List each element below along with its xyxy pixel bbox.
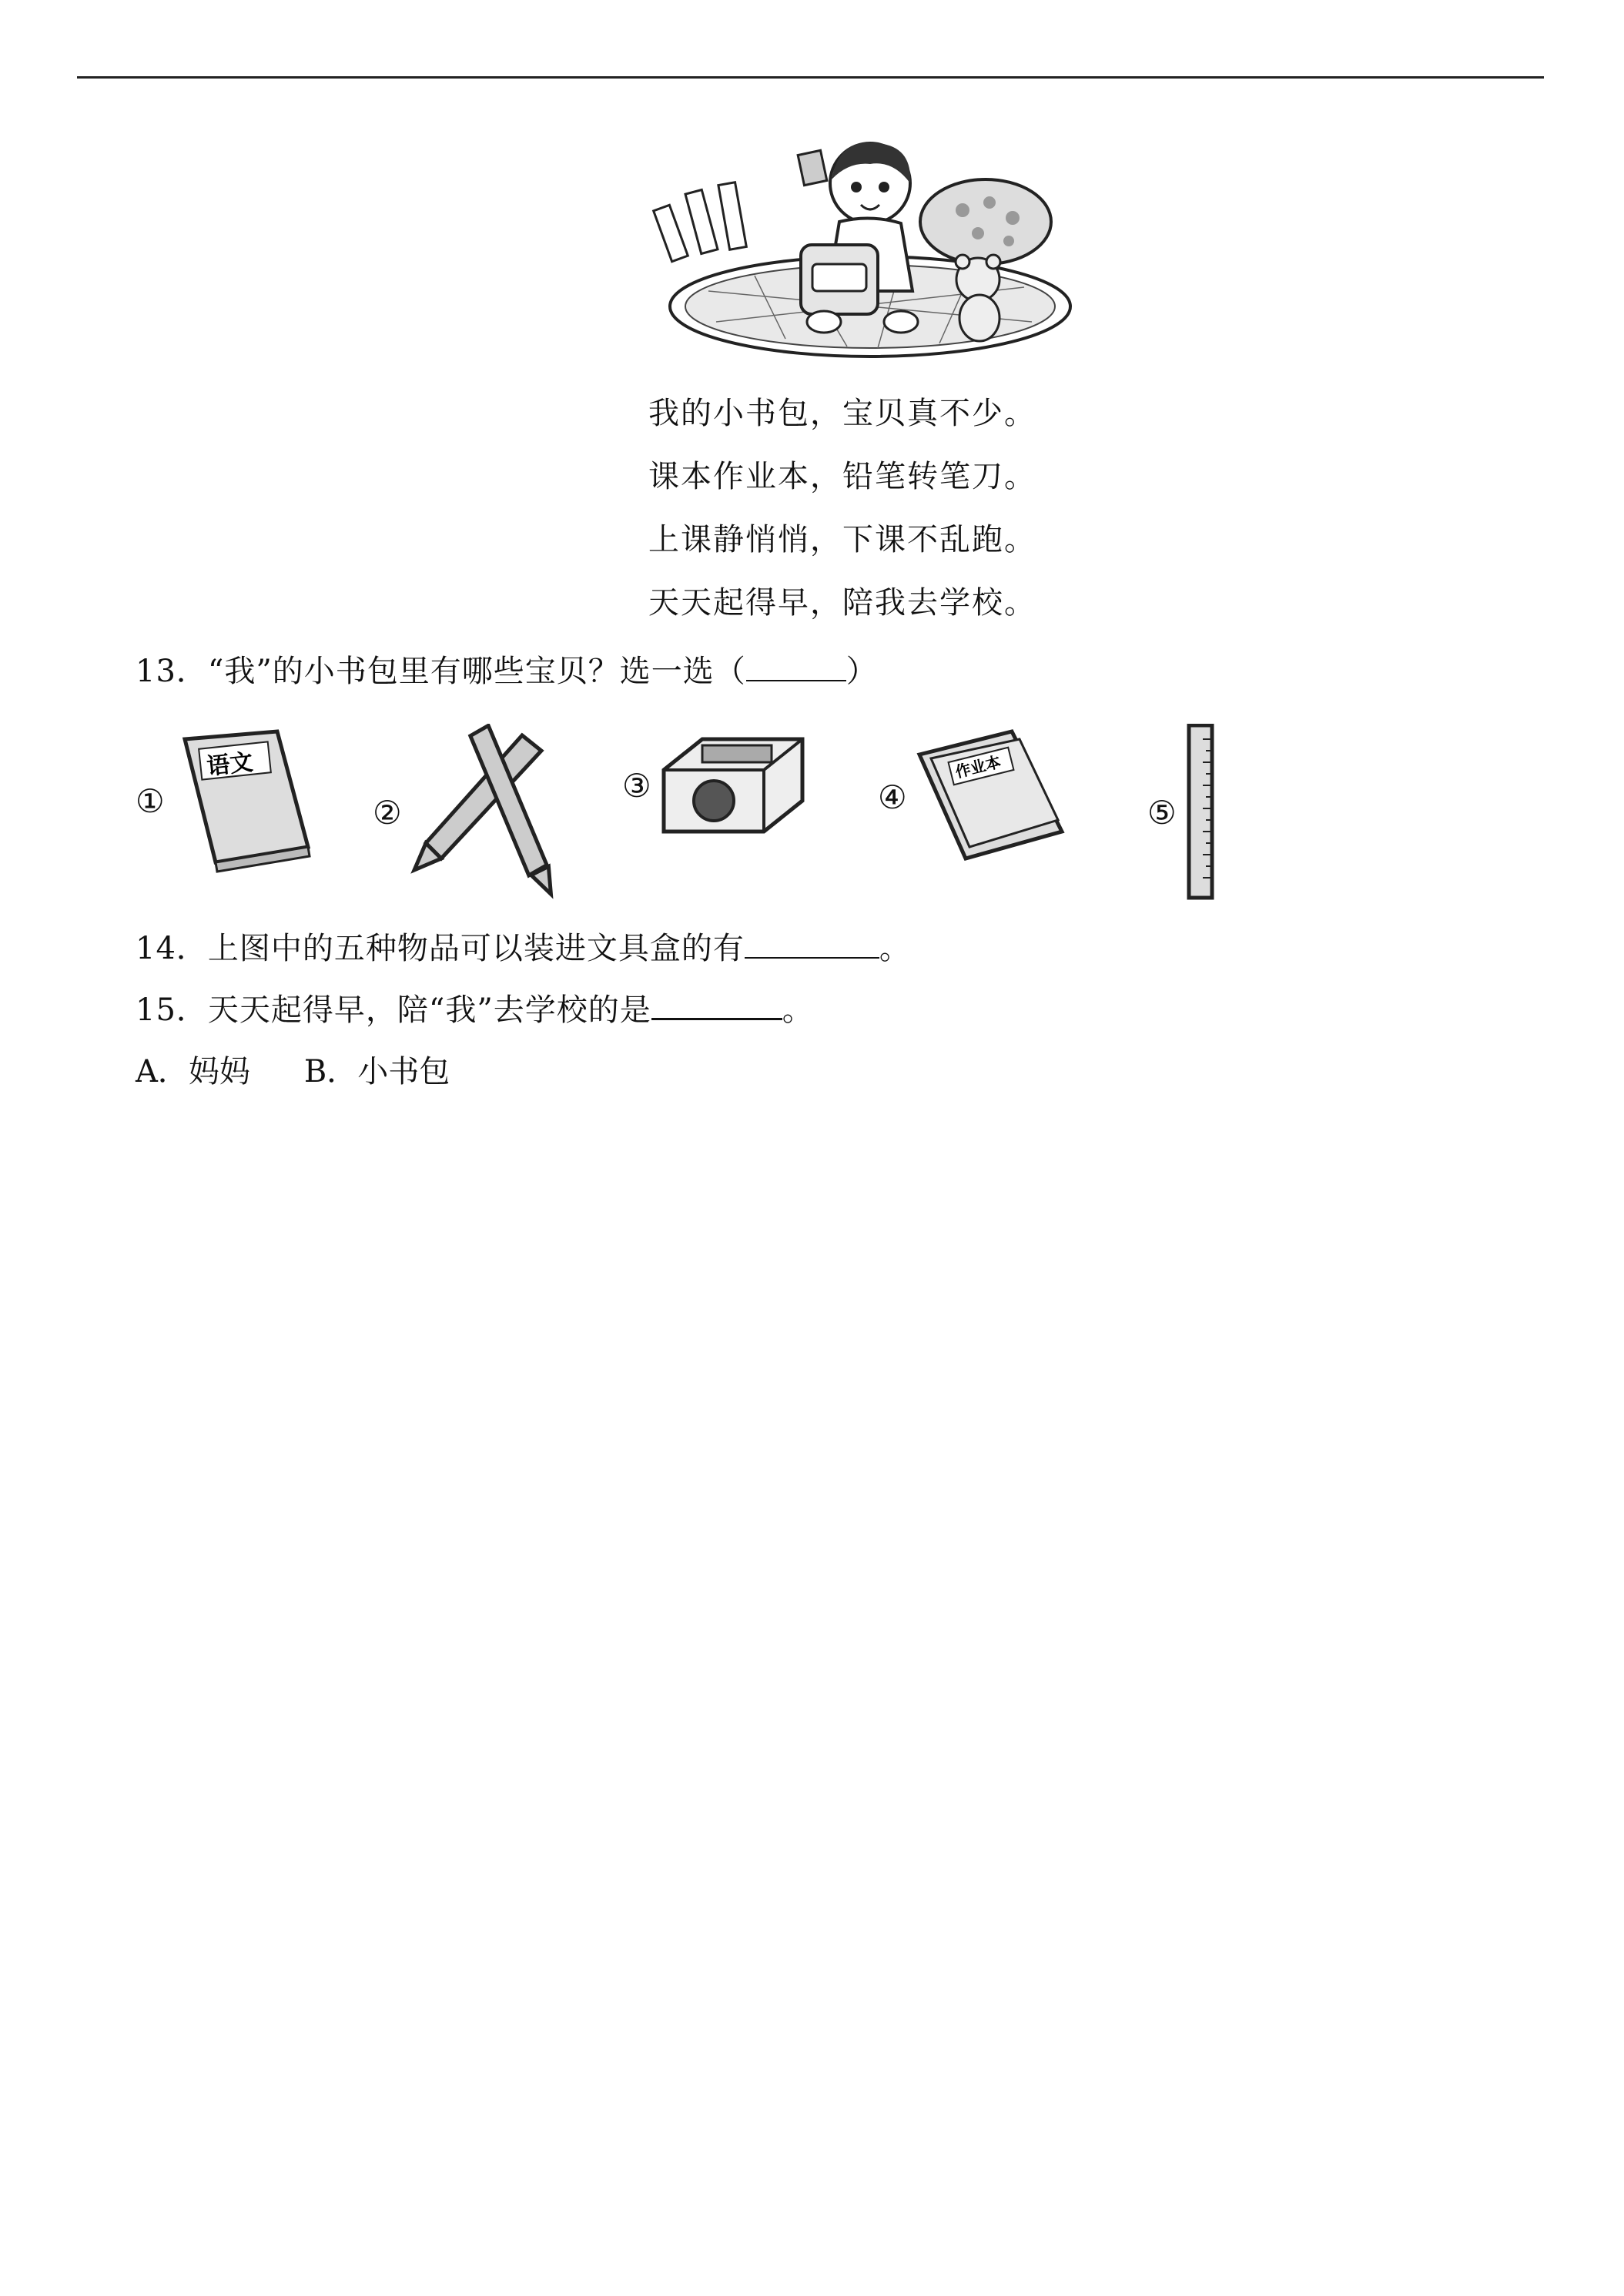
question-13 bbox=[136, 647, 878, 691]
question-13-text: 13．“我”的小书包里有哪些宝贝？选一选（ bbox=[136, 654, 746, 689]
question-14 bbox=[136, 924, 911, 968]
question-14-answer-blank[interactable] bbox=[745, 926, 879, 959]
textbook-label: 语文 bbox=[205, 748, 254, 781]
question-14-text: 14．上图中的五种物品可以装进文具盒的有 bbox=[136, 931, 745, 966]
question-14-end: 。 bbox=[879, 931, 911, 966]
option-4 bbox=[878, 724, 1066, 870]
choice-a[interactable]: A．妈妈 bbox=[136, 1054, 250, 1089]
question-15-end: 。 bbox=[782, 992, 814, 1028]
question-13-close: ） bbox=[845, 654, 878, 689]
poem-line-3: 上课静悄悄，下课不乱跑。 bbox=[648, 522, 1036, 557]
pencil-sharpener-icon bbox=[656, 724, 810, 847]
top-rule bbox=[77, 76, 1544, 79]
option-1 bbox=[136, 724, 316, 878]
exercise-book-icon bbox=[912, 724, 1066, 870]
question-15-choices bbox=[136, 1047, 450, 1091]
poem-line-4: 天天起得早，陪我去学校。 bbox=[648, 585, 1036, 621]
question-15 bbox=[136, 986, 814, 1029]
option-2-number: ② bbox=[373, 793, 402, 832]
question-15-text: 15．天天起得早，陪“我”去学校的是 bbox=[136, 992, 651, 1028]
option-4-number: ④ bbox=[878, 778, 907, 816]
option-3 bbox=[622, 724, 810, 847]
exercise-book-label: 作业本 bbox=[953, 752, 1003, 782]
poem-line-1: 我的小书包，宝贝真不少。 bbox=[648, 396, 1036, 431]
girl-with-schoolbag-illustration bbox=[647, 137, 1078, 368]
option-2 bbox=[373, 724, 561, 901]
ruler-icon bbox=[1181, 724, 1220, 901]
pencils-icon bbox=[407, 724, 561, 901]
option-1-number: ① bbox=[136, 782, 165, 820]
option-3-number: ③ bbox=[622, 766, 651, 805]
choice-b[interactable]: B．小书包 bbox=[303, 1054, 450, 1089]
poem-line-2: 课本作业本，铅笔转笔刀。 bbox=[648, 459, 1036, 494]
option-5-number: ⑤ bbox=[1147, 793, 1177, 832]
question-13-answer-blank[interactable] bbox=[746, 649, 846, 681]
question-15-answer-blank[interactable] bbox=[651, 987, 782, 1020]
textbook-icon bbox=[169, 724, 316, 878]
option-5 bbox=[1147, 724, 1220, 901]
